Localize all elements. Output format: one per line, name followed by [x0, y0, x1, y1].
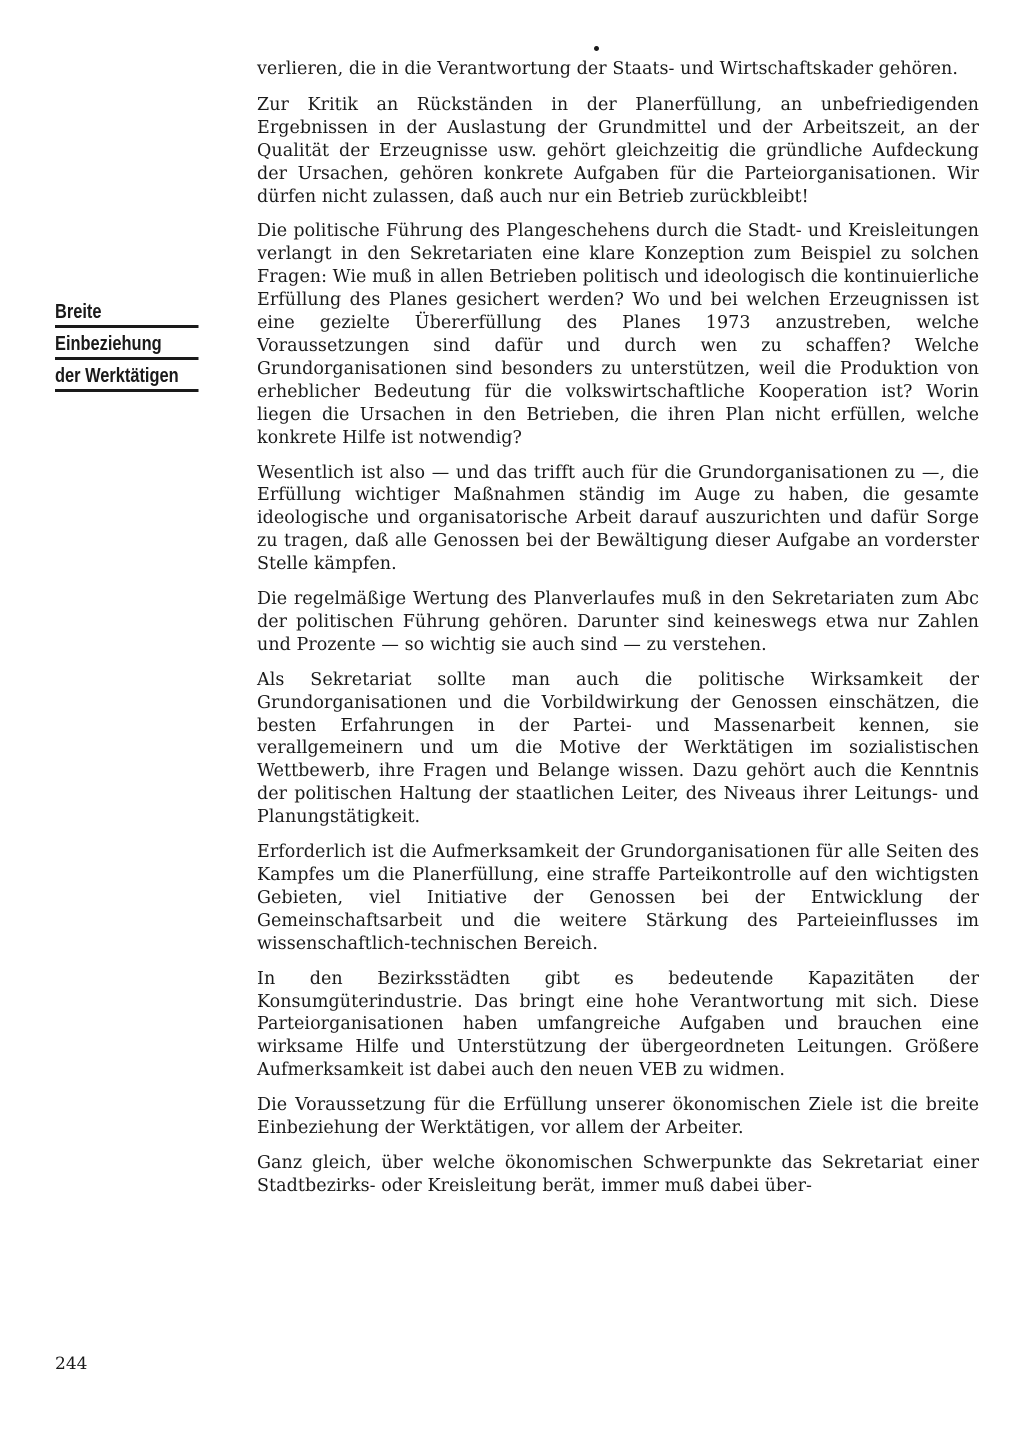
margin-heading-line: Einbeziehung: [55, 333, 199, 360]
margin-heading: [55, 301, 230, 397]
paragraph: verlieren, die in die Verantwortung der Staats- und Wirtschaftskader gehören.: [257, 59, 958, 79]
paragraph: Wesentlich ist also — und das trifft auch für die Grundorganisationen zu —, die Erfüllung wichtiger Maßnahmen ständig im Auge zu haben, die gesamte ideologische und organisatorische Arbeit darauf auszurichten und dafür Sorge zu tragen, daß alle Genossen bei der Bewältigung dieser Aufgabe an vorderster Stelle kämpfen.: [257, 462, 979, 575]
paragraph: Die Voraussetzung für die Erfüllung unserer ökonomischen Ziele ist die breite Einbeziehung der Werktätigen, vor allem der Arbeiter.: [257, 1095, 979, 1139]
paragraph: Die regelmäßige Wertung des Planverlaufes muß in den Sekretariaten zum Abc der politischen Führung gehören. Darunter sind keineswegs etwa nur Zahlen und Prozente — so wichtig sie auch sind — zu verstehen.: [257, 589, 979, 655]
paragraph: Die politische Führung des Plangeschehens durch die Stadt- und Kreisleitungen verlangt in den Sekretariaten eine klare Konzeption zum Beispiel zu solchen Fragen: Wie muß in allen Betrieben politisch und ideologisch die kontinuierliche Erfüllung des Planes gesichert werden? Wo und bei welchen Erzeugnissen ist eine gezielte Übererfüllung des Planes 1973 anzustreben, welche Voraussetzungen sind dafür und durch wen zu schaffen? Welche Grundorganisationen sind besonders zu unterstützen, weil die Produktion von erheblicher Bedeutung für die volkswirtschaftliche Kooperation ist? Worin liegen die Ursachen in den Betrieben, die ihren Plan nicht erfüllen, welche konkrete Hilfe ist notwendig?: [257, 221, 979, 448]
margin-heading-line: der Werktätigen: [55, 365, 199, 392]
print-mark: [594, 46, 599, 51]
paragraph: Erforderlich ist die Aufmerksamkeit der Grundorganisationen für alle Seiten des Kampfes um die Planerfüllung, eine straffe Parteikontrolle auf den wichtigsten Gebieten, viel Initiative der Genossen bei der Entwicklung der Gemeinschaftsarbeit und die weitere Stärkung des Parteieinflusses im wissenschaftlich-technischen Bereich.: [257, 842, 979, 954]
paragraph: Als Sekretariat sollte man auch die politische Wirksamkeit der Grundorganisationen und die Vorbildwirkung der Genossen einschätzen, die besten Erfahrungen in der Partei- und Massenarbeit kennen, sie verallgemeinern und um die Motive der Werktätigen im sozialistischen Wettbewerb, ihre Fragen und Belange wissen. Dazu gehört auch die Kenntnis der politischen Haltung der staatlichen Leiter, des Niveaus ihrer Leitungs- und Planungstätigkeit.: [257, 669, 979, 828]
paragraph: Zur Kritik an Rückständen in der Planerfüllung, an unbefriedigenden Ergebnissen in der Auslastung der Grundmittel und der Arbeitszeit, an der Qualität der Erzeugnisse usw. gehört gleichzeitig die gründliche Aufdeckung der Ursachen, gehören konkrete Aufgaben für die Parteiorganisationen. Wir dürfen nicht zulassen, daß auch nur ein Betrieb zurückbleibt!: [257, 94, 979, 207]
paragraph: Ganz gleich, über welche ökonomischen Schwerpunkte das Sekretariat einer Stadtbezirks- oder Kreisleitung berät, immer muß dabei über-: [257, 1152, 979, 1196]
body-text: [257, 58, 979, 1210]
paragraph: In den Bezirksstädten gibt es bedeutende Kapazitäten der Konsumgüterindustrie. Das bringt eine hohe Verantwortung mit sich. Diese Parteiorganisationen haben umfangreiche Aufgaben und brauchen eine wirksame Hilfe und Unterstützung der übergeordneten Leitungen. Größere Aufmerksamkeit ist dabei auch den neuen VEB zu widmen.: [257, 968, 979, 1081]
margin-heading-line: Breite: [55, 301, 199, 328]
page-number: 244: [55, 1354, 88, 1374]
